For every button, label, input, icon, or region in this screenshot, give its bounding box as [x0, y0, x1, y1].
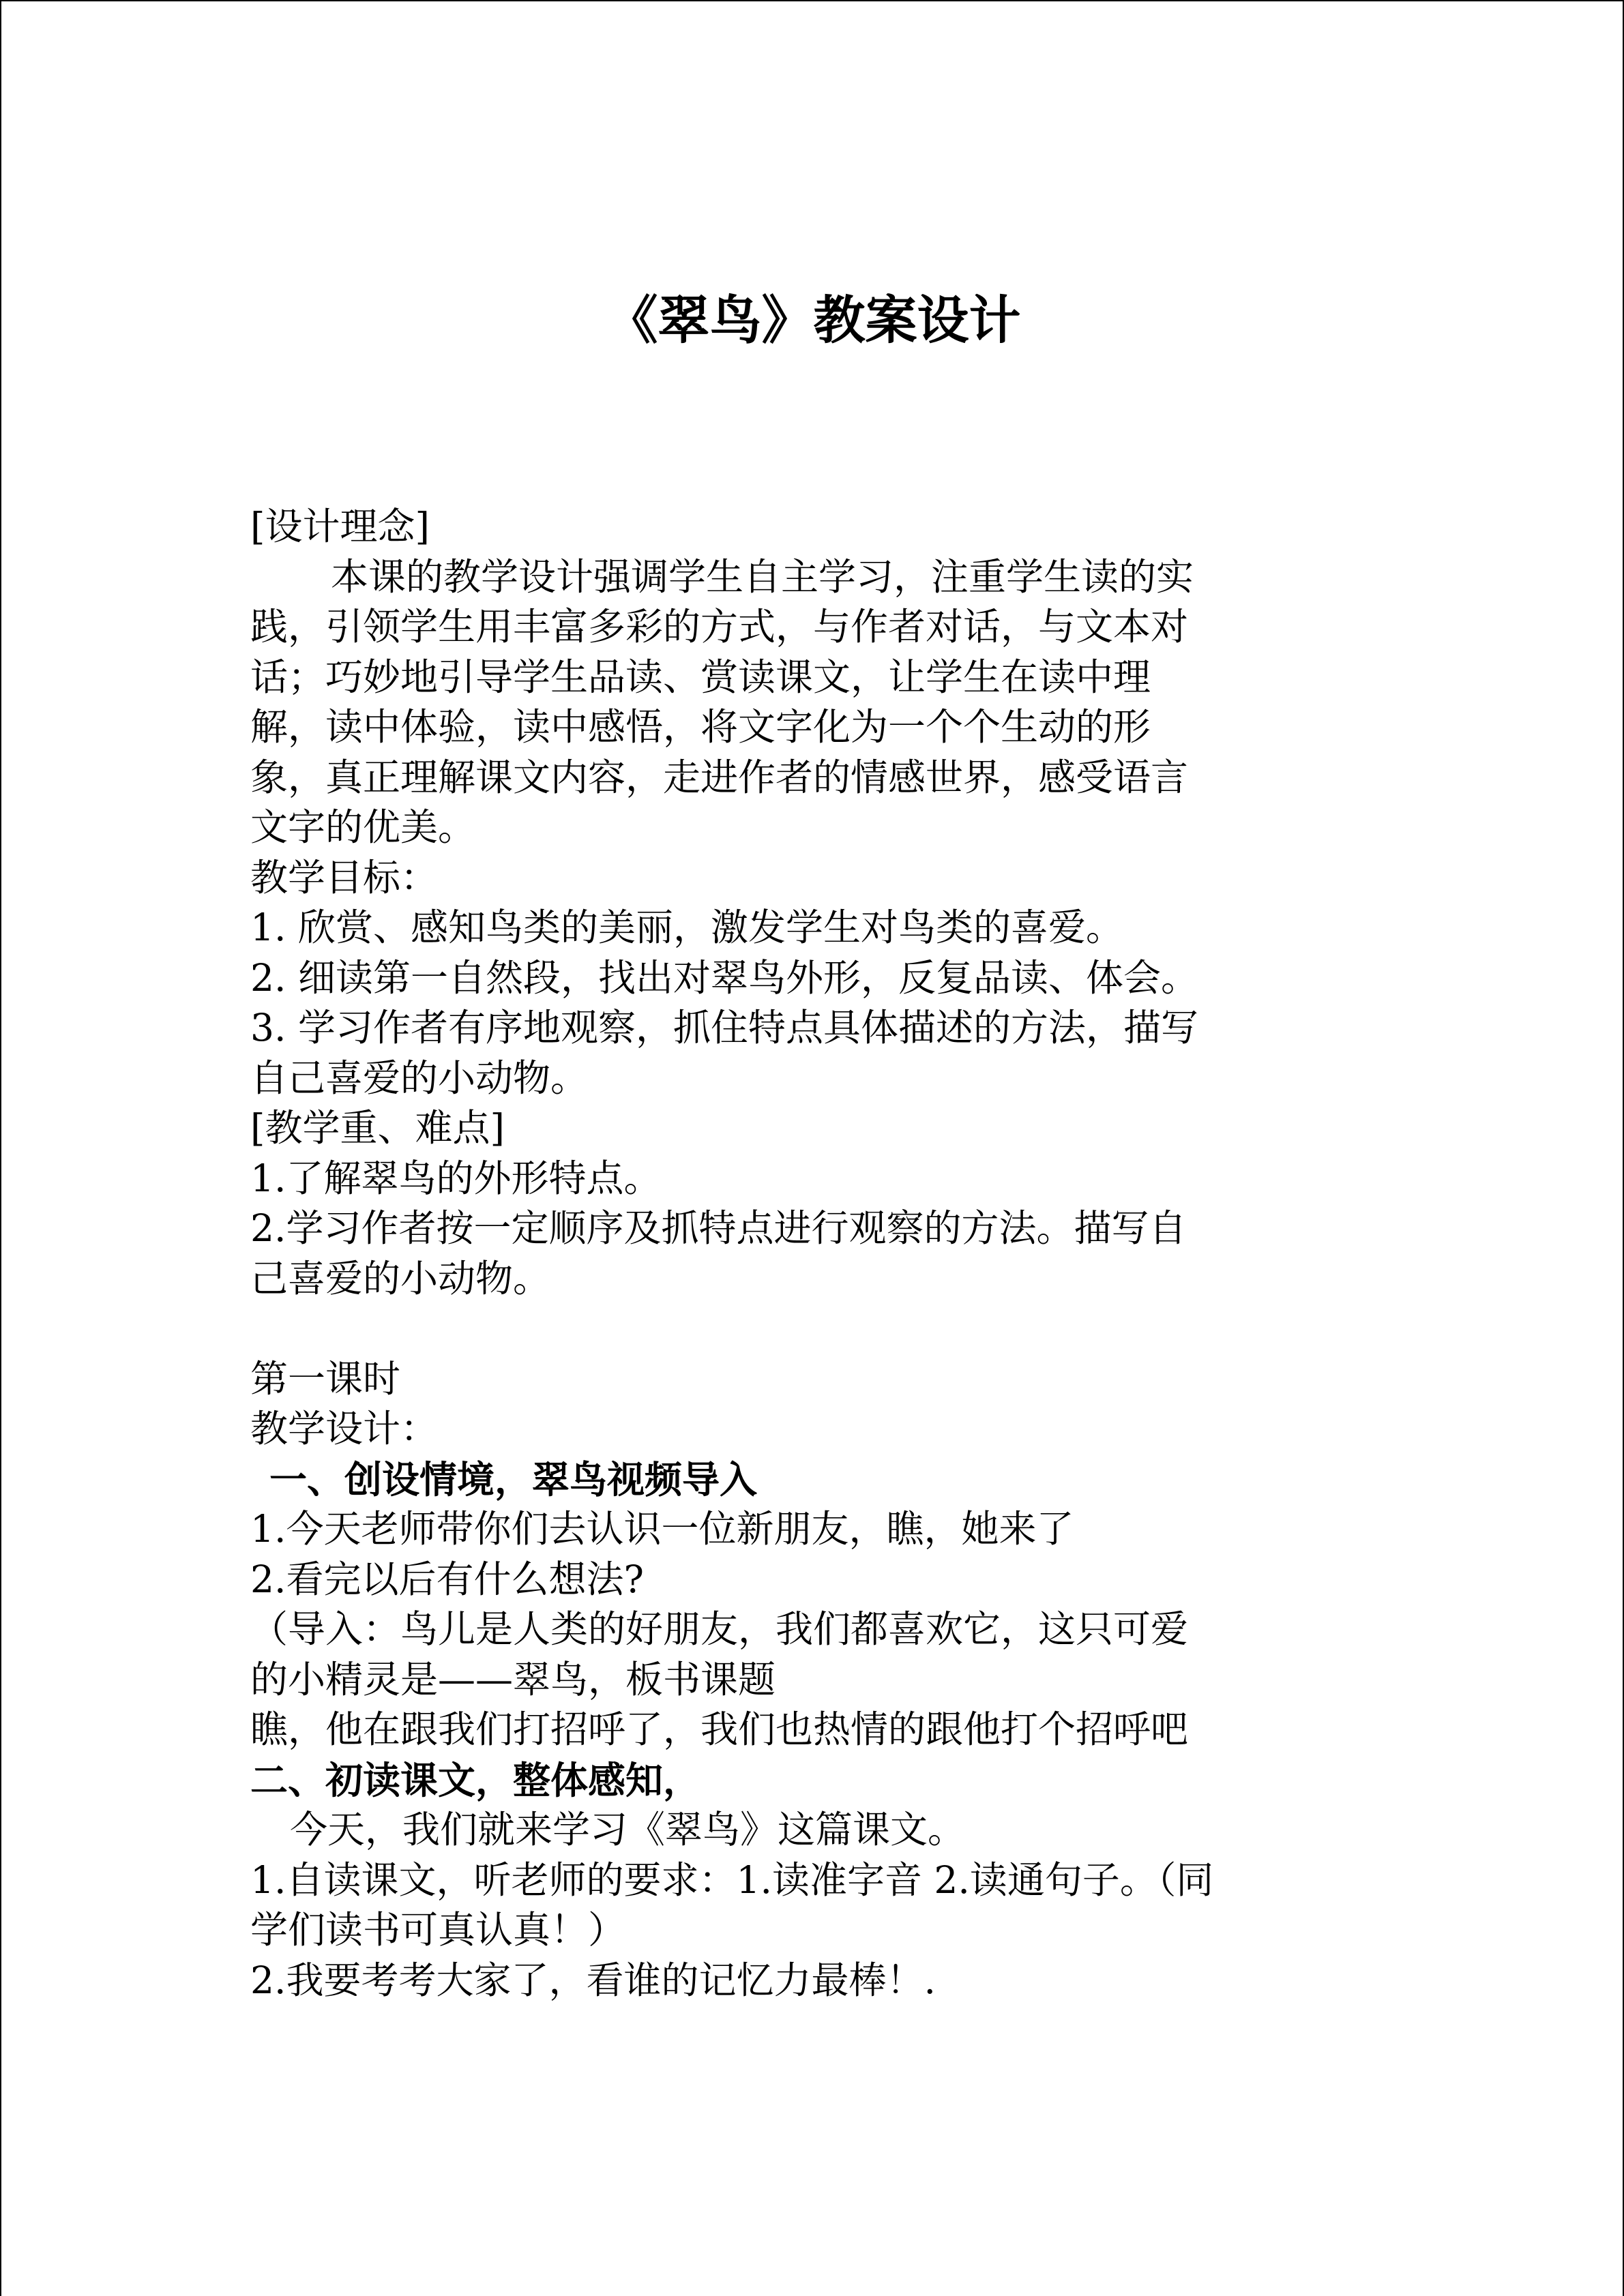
text-line: 第一课时 [250, 1356, 401, 1401]
section-heading: 一、创设情境，翠鸟视频导入 [269, 1457, 758, 1502]
text-line: 今天，我们就来学习《翠鸟》这篇课文。 [290, 1808, 966, 1851]
section-heading: 二、初读课文，整体感知， [250, 1757, 701, 1802]
text-line: 话；巧妙地引导学生品读、赏读课文，让学生在读中理 [250, 655, 1151, 699]
text-line: 1.自读课文，听老师的要求：1.读准字音 2.读通句子。（同 [250, 1858, 1214, 1902]
text-line: 瞧，他在跟我们打招呼了，我们也热情的跟他打个招呼吧 [250, 1708, 1189, 1751]
text-line: 教学设计： [250, 1407, 439, 1450]
blank-line [250, 1304, 1389, 1354]
text-line: 3. 学习作者有序地观察，抓住特点具体描述的方法，描写 [250, 1006, 1198, 1049]
document-body [250, 502, 1389, 2006]
text-line: 2.看完以后有什么想法? [250, 1557, 644, 1601]
text-line: 践，引领学生用丰富多彩的方式，与作者对话，与文本对 [250, 605, 1189, 648]
text-line: 2.学习作者按一定顺序及抓特点进行观察的方法。描写自 [250, 1206, 1187, 1250]
text-line: 2. 细读第一自然段，找出对翠鸟外形，反复品读、体会。 [250, 955, 1198, 1000]
text-line: 学们读书可真认真！） [250, 1908, 626, 1952]
text-line: 教学目标： [250, 855, 439, 899]
text-line: 1.了解翠鸟的外形特点。 [250, 1156, 662, 1200]
text-line: 本课的教学设计强调学生自主学习，注重学生读的实 [331, 554, 1194, 599]
text-line: 的小精灵是——翠鸟，板书课题 [250, 1657, 776, 1701]
text-line: 己喜爱的小动物。 [250, 1256, 551, 1300]
document-title: 《翠鸟》教案设计 [606, 290, 1021, 351]
text-line: 1. 欣赏、感知鸟类的美丽，激发学生对鸟类的喜爱。 [250, 906, 1123, 949]
text-line: 1.今天老师带你们去认识一位新朋友，瞧，她来了 [250, 1507, 1074, 1551]
text-line: 自己喜爱的小动物。 [250, 1056, 589, 1100]
text-line: [教学重、难点] [250, 1106, 505, 1150]
text-line: （导入：鸟儿是人类的好朋友，我们都喜欢它，这只可爱 [250, 1607, 1189, 1651]
text-line: 2.我要考考大家了，看谁的记忆力最棒！. [250, 1958, 936, 2002]
text-line: 象，真正理解课文内容，走进作者的情感世界，感受语言 [250, 755, 1189, 799]
text-line: 文字的优美。 [250, 805, 476, 849]
text-line: [设计理念] [250, 505, 430, 548]
text-line: 解，读中体验，读中感悟，将文字化为一个个生动的形 [250, 705, 1151, 749]
